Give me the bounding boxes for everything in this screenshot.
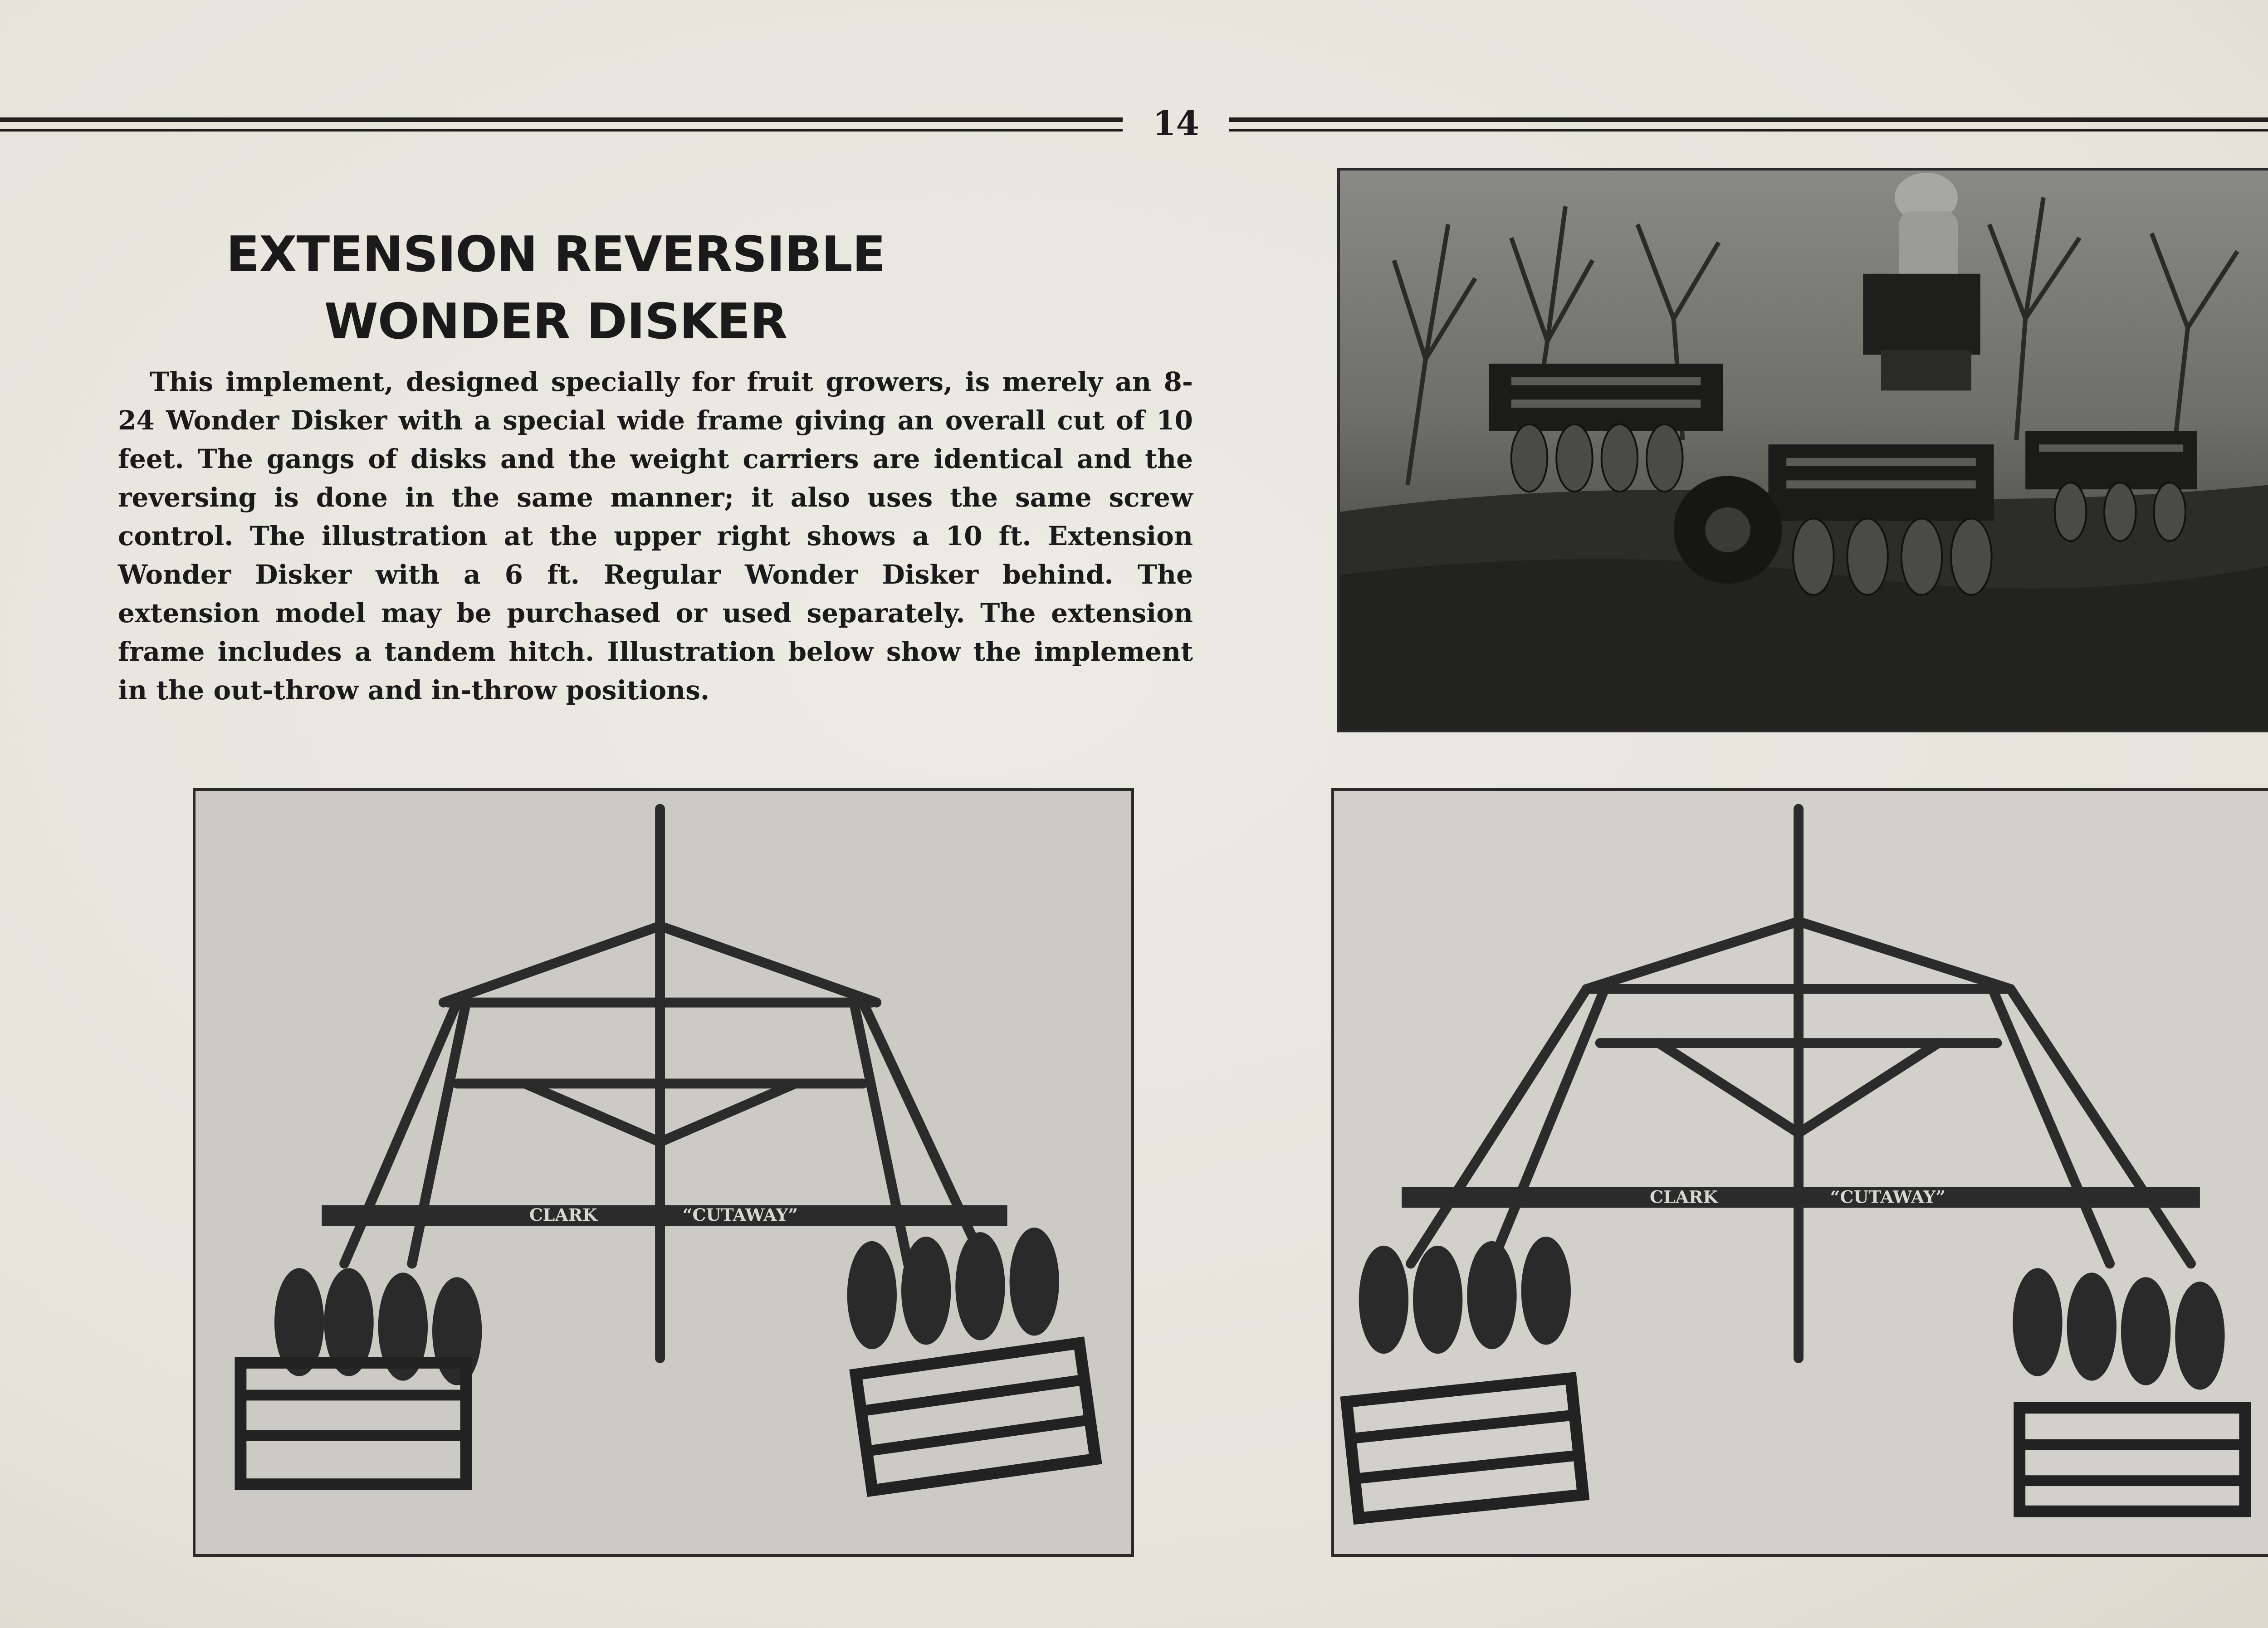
title-line-2: WONDER DISKER bbox=[324, 293, 787, 350]
photo-field-disking bbox=[1337, 168, 2268, 732]
frame-label-left: CLARK bbox=[529, 1205, 597, 1225]
title-line-1: EXTENSION REVERSIBLE bbox=[226, 226, 885, 283]
crossbar bbox=[1402, 1187, 2200, 1208]
header-rule-left bbox=[0, 117, 1123, 122]
frame-label-left: CLARK bbox=[1649, 1187, 1718, 1207]
page-title bbox=[118, 221, 993, 356]
field-disking-illustration bbox=[1340, 171, 2268, 730]
photo-out-throw-position bbox=[193, 788, 1134, 1557]
frame-label-right: “CUTAWAY” bbox=[682, 1205, 798, 1225]
out-throw-disker-illustration bbox=[196, 791, 1131, 1554]
in-throw-disker-illustration bbox=[1334, 791, 2268, 1554]
page-number: 14 bbox=[1153, 104, 1199, 143]
crossbar bbox=[322, 1205, 1007, 1226]
description-paragraph: This implement, designed specially for fruit growers, is merely an 8-24 Wonder Disker with a special wide frame giving an overall cut of 10 feet. The gangs of disks and the weight carriers are identical and the reversing is done in the same manner; it also uses the same screw control. The illustration at the upper right shows a 10 ft. Extension Wonder Disker with a 6 ft. Regular Wonder Disker behind. The extension model may be purchased or used separately. The extension frame includes a tandem hitch. Illustration below show the implement in the out-throw and in-throw positions. bbox=[118, 366, 1193, 706]
header-rule-right bbox=[1229, 117, 2268, 122]
header-rule-right-thin bbox=[1229, 129, 2268, 132]
frame-label-right: “CUTAWAY” bbox=[1830, 1187, 1945, 1207]
header-rule-left-thin bbox=[0, 129, 1123, 132]
photo-in-throw-position bbox=[1331, 788, 2268, 1557]
